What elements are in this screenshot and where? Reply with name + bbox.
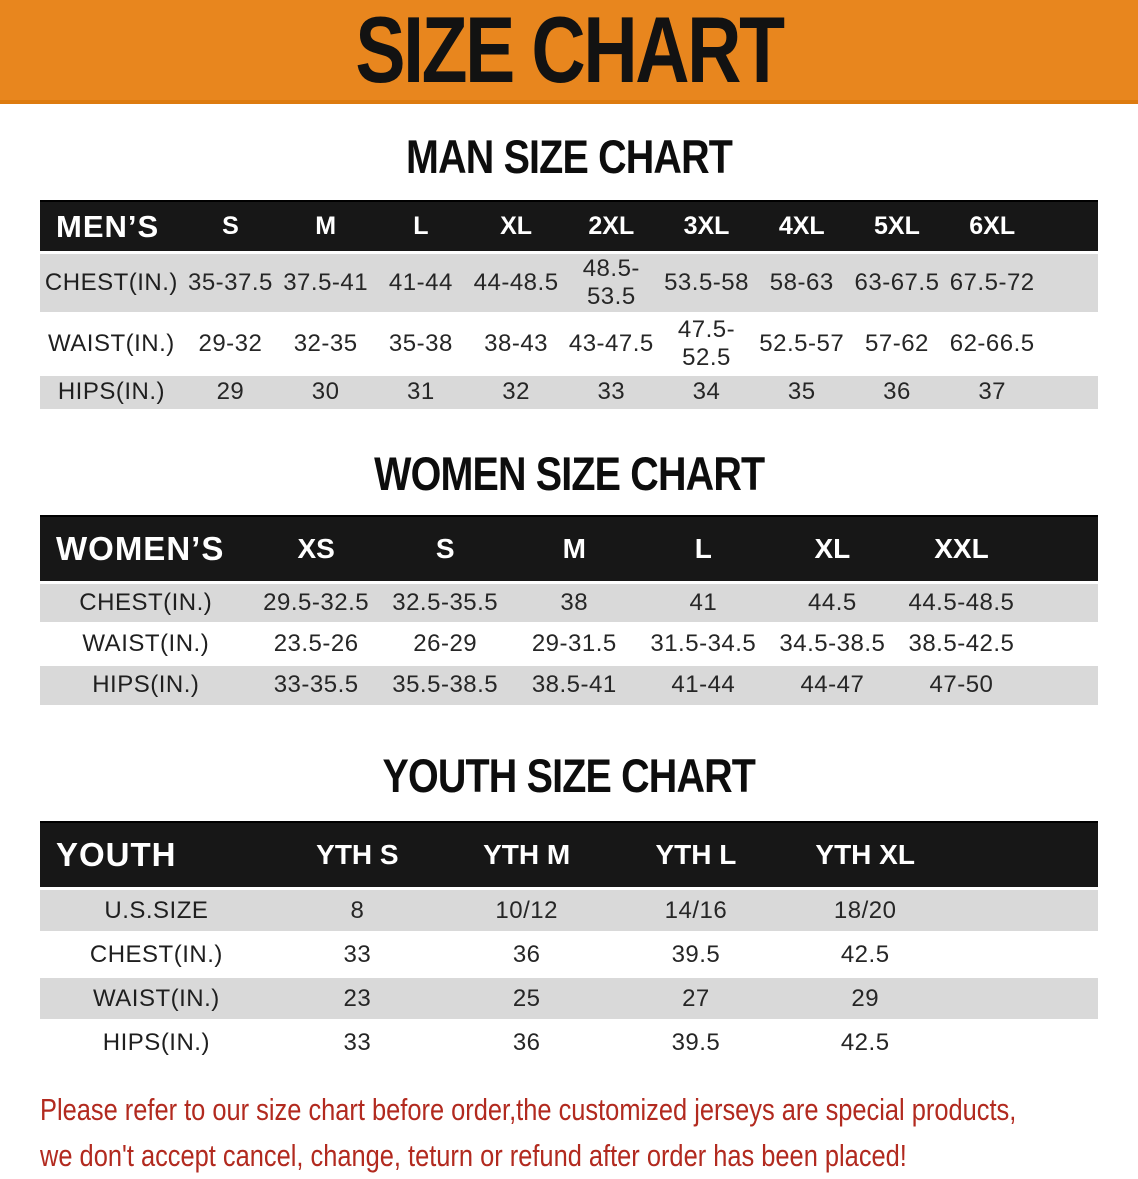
table-cell: 29 [216, 378, 245, 406]
table-cell: 18/20 [833, 896, 897, 924]
table-cell: 34.5-38.5 [779, 629, 886, 657]
table-cell: 44.5 [808, 588, 857, 616]
women-header-row [40, 516, 1098, 583]
table-cell: 42.5 [840, 940, 890, 968]
table-cell: 35-37.5 [187, 269, 273, 296]
row-label: WAIST(IN.) [48, 330, 175, 357]
table-cell: 38 [560, 588, 589, 616]
men-row [40, 253, 1098, 314]
row-label: HIPS(IN.) [92, 671, 200, 699]
table-cell: 38.5-42.5 [908, 629, 1015, 657]
women-size-header: M [510, 516, 639, 583]
table-cell: 32.5-35.5 [392, 588, 499, 616]
row-label: HIPS(IN.) [102, 1029, 210, 1057]
women-row [40, 623, 1098, 664]
table-cell: 8 [350, 896, 365, 924]
table-cell: 33 [343, 940, 372, 968]
row-label: WAIST(IN.) [93, 984, 220, 1012]
youth-row [40, 933, 1098, 977]
men-size-header: M [278, 201, 373, 253]
men-size-table [40, 200, 1098, 409]
table-cell: 25 [512, 984, 541, 1012]
youth-size-header: YTH S [273, 822, 442, 889]
table-cell: 38-43 [484, 330, 549, 357]
spacer-cell [1026, 623, 1098, 664]
table-cell: 44-47 [800, 671, 865, 699]
youth-size-header: YTH M [442, 822, 611, 889]
table-cell: 29.5-32.5 [263, 588, 370, 616]
spacer-cell [1040, 314, 1098, 375]
women-size-header: S [381, 516, 510, 583]
men-header-row [40, 201, 1098, 253]
men-size-header: 4XL [754, 201, 849, 253]
spacer-cell [1040, 201, 1098, 253]
table-cell: 36 [883, 378, 911, 406]
table-cell: 31 [407, 378, 435, 406]
man-size-chart-heading-text: MAN SIZE CHART [406, 130, 732, 183]
table-cell: 32 [502, 378, 530, 406]
men-group-label: MEN’S [40, 201, 183, 253]
table-cell: 41-44 [671, 671, 736, 699]
note-line-1: Please refer to our size chart before order,the customized jerseys are special products, [40, 1091, 1017, 1127]
table-cell: 63-67.5 [854, 269, 940, 296]
men-row [40, 314, 1098, 375]
table-cell: 33 [343, 1029, 372, 1057]
man-size-chart-heading [0, 130, 1138, 184]
spacer-cell [950, 889, 1098, 933]
table-cell: 10/12 [495, 896, 558, 924]
row-label: WAIST(IN.) [82, 629, 210, 657]
order-note [40, 1087, 1138, 1179]
spacer-cell [950, 822, 1098, 889]
spacer-cell [1026, 664, 1098, 705]
men-size-header: 5XL [849, 201, 944, 253]
table-cell: 29-31.5 [531, 629, 617, 657]
youth-row [40, 889, 1098, 933]
table-cell: 43-47.5 [568, 330, 654, 357]
spacer-cell [1040, 375, 1098, 409]
table-cell: 37.5-41 [283, 269, 369, 296]
youth-size-header: YTH L [611, 822, 780, 889]
spacer-cell [1040, 253, 1098, 314]
table-cell: 23 [343, 984, 372, 1012]
table-cell: 41 [689, 588, 718, 616]
youth-header-row [40, 822, 1098, 889]
table-cell: 31.5-34.5 [650, 629, 757, 657]
banner-title: SIZE CHART [355, 0, 783, 102]
women-size-chart-heading-text: WOMEN SIZE CHART [373, 446, 765, 500]
size-chart-banner [0, 0, 1138, 104]
table-cell: 30 [311, 378, 340, 406]
women-size-header: XL [768, 516, 897, 583]
spacer-cell [1026, 582, 1098, 623]
table-cell: 23.5-26 [273, 629, 359, 657]
table-cell: 27 [682, 984, 710, 1012]
table-cell: 35-38 [388, 330, 453, 357]
table-cell: 39.5 [671, 1029, 721, 1057]
youth-group-label: YOUTH [40, 822, 273, 889]
youth-size-chart-heading [0, 749, 1138, 803]
youth-row [40, 977, 1098, 1021]
table-cell: 35 [787, 378, 816, 406]
table-cell: 29 [851, 984, 880, 1012]
women-size-header: XS [252, 516, 381, 583]
youth-size-table [40, 821, 1098, 1065]
row-label: U.S.SIZE [104, 896, 209, 924]
table-cell: 39.5 [671, 940, 721, 968]
men-size-header: XL [468, 201, 563, 253]
table-cell: 29-32 [198, 330, 263, 357]
men-size-header: S [183, 201, 278, 253]
table-cell: 37 [978, 378, 1007, 406]
women-size-chart-heading [0, 447, 1138, 501]
men-size-header: 6XL [945, 201, 1040, 253]
table-cell: 57-62 [865, 330, 929, 357]
women-row [40, 664, 1098, 705]
table-cell: 47-50 [929, 671, 994, 699]
table-cell: 33-35.5 [273, 671, 359, 699]
table-cell: 32-35 [293, 330, 358, 357]
table-cell: 58-63 [769, 269, 834, 296]
table-cell: 34 [692, 378, 721, 406]
youth-size-chart-heading-text: YOUTH SIZE CHART [382, 749, 756, 802]
spacer-cell [950, 977, 1098, 1021]
spacer-cell [950, 1021, 1098, 1065]
table-cell: 44.5-48.5 [908, 588, 1015, 616]
table-cell: 36 [512, 1029, 541, 1057]
table-cell: 48.5-53.5 [582, 255, 640, 310]
row-label: CHEST(IN.) [79, 588, 213, 616]
table-cell: 33 [597, 378, 626, 406]
table-cell: 62-66.5 [949, 330, 1035, 357]
women-group-label: WOMEN’S [40, 516, 252, 583]
table-cell: 47.5-52.5 [677, 316, 736, 371]
row-label: CHEST(IN.) [89, 940, 223, 968]
table-cell: 36 [512, 940, 541, 968]
table-cell: 42.5 [840, 1029, 890, 1057]
table-cell: 44-48.5 [473, 269, 559, 296]
table-cell: 26-29 [413, 629, 478, 657]
youth-size-header: YTH XL [781, 822, 950, 889]
women-size-header: L [639, 516, 768, 583]
table-cell: 35.5-38.5 [392, 671, 499, 699]
row-label: CHEST(IN.) [44, 269, 178, 296]
table-cell: 14/16 [664, 896, 728, 924]
spacer-cell [950, 933, 1098, 977]
row-label: HIPS(IN.) [57, 378, 165, 406]
table-cell: 52.5-57 [759, 330, 845, 357]
women-size-table [40, 515, 1098, 706]
table-cell: 38.5-41 [531, 671, 617, 699]
table-cell: 41-44 [388, 269, 453, 296]
note-line-2: we don't accept cancel, change, teturn or refund after order has been placed! [40, 1137, 907, 1173]
table-cell: 53.5-58 [664, 269, 749, 296]
men-size-header: 2XL [564, 201, 659, 253]
spacer-cell [1026, 516, 1098, 583]
men-size-header: 3XL [659, 201, 754, 253]
table-cell: 67.5-72 [949, 269, 1035, 296]
men-row [40, 375, 1098, 409]
women-row [40, 582, 1098, 623]
men-size-header: L [373, 201, 468, 253]
women-size-header: XXL [897, 516, 1026, 583]
youth-row [40, 1021, 1098, 1065]
